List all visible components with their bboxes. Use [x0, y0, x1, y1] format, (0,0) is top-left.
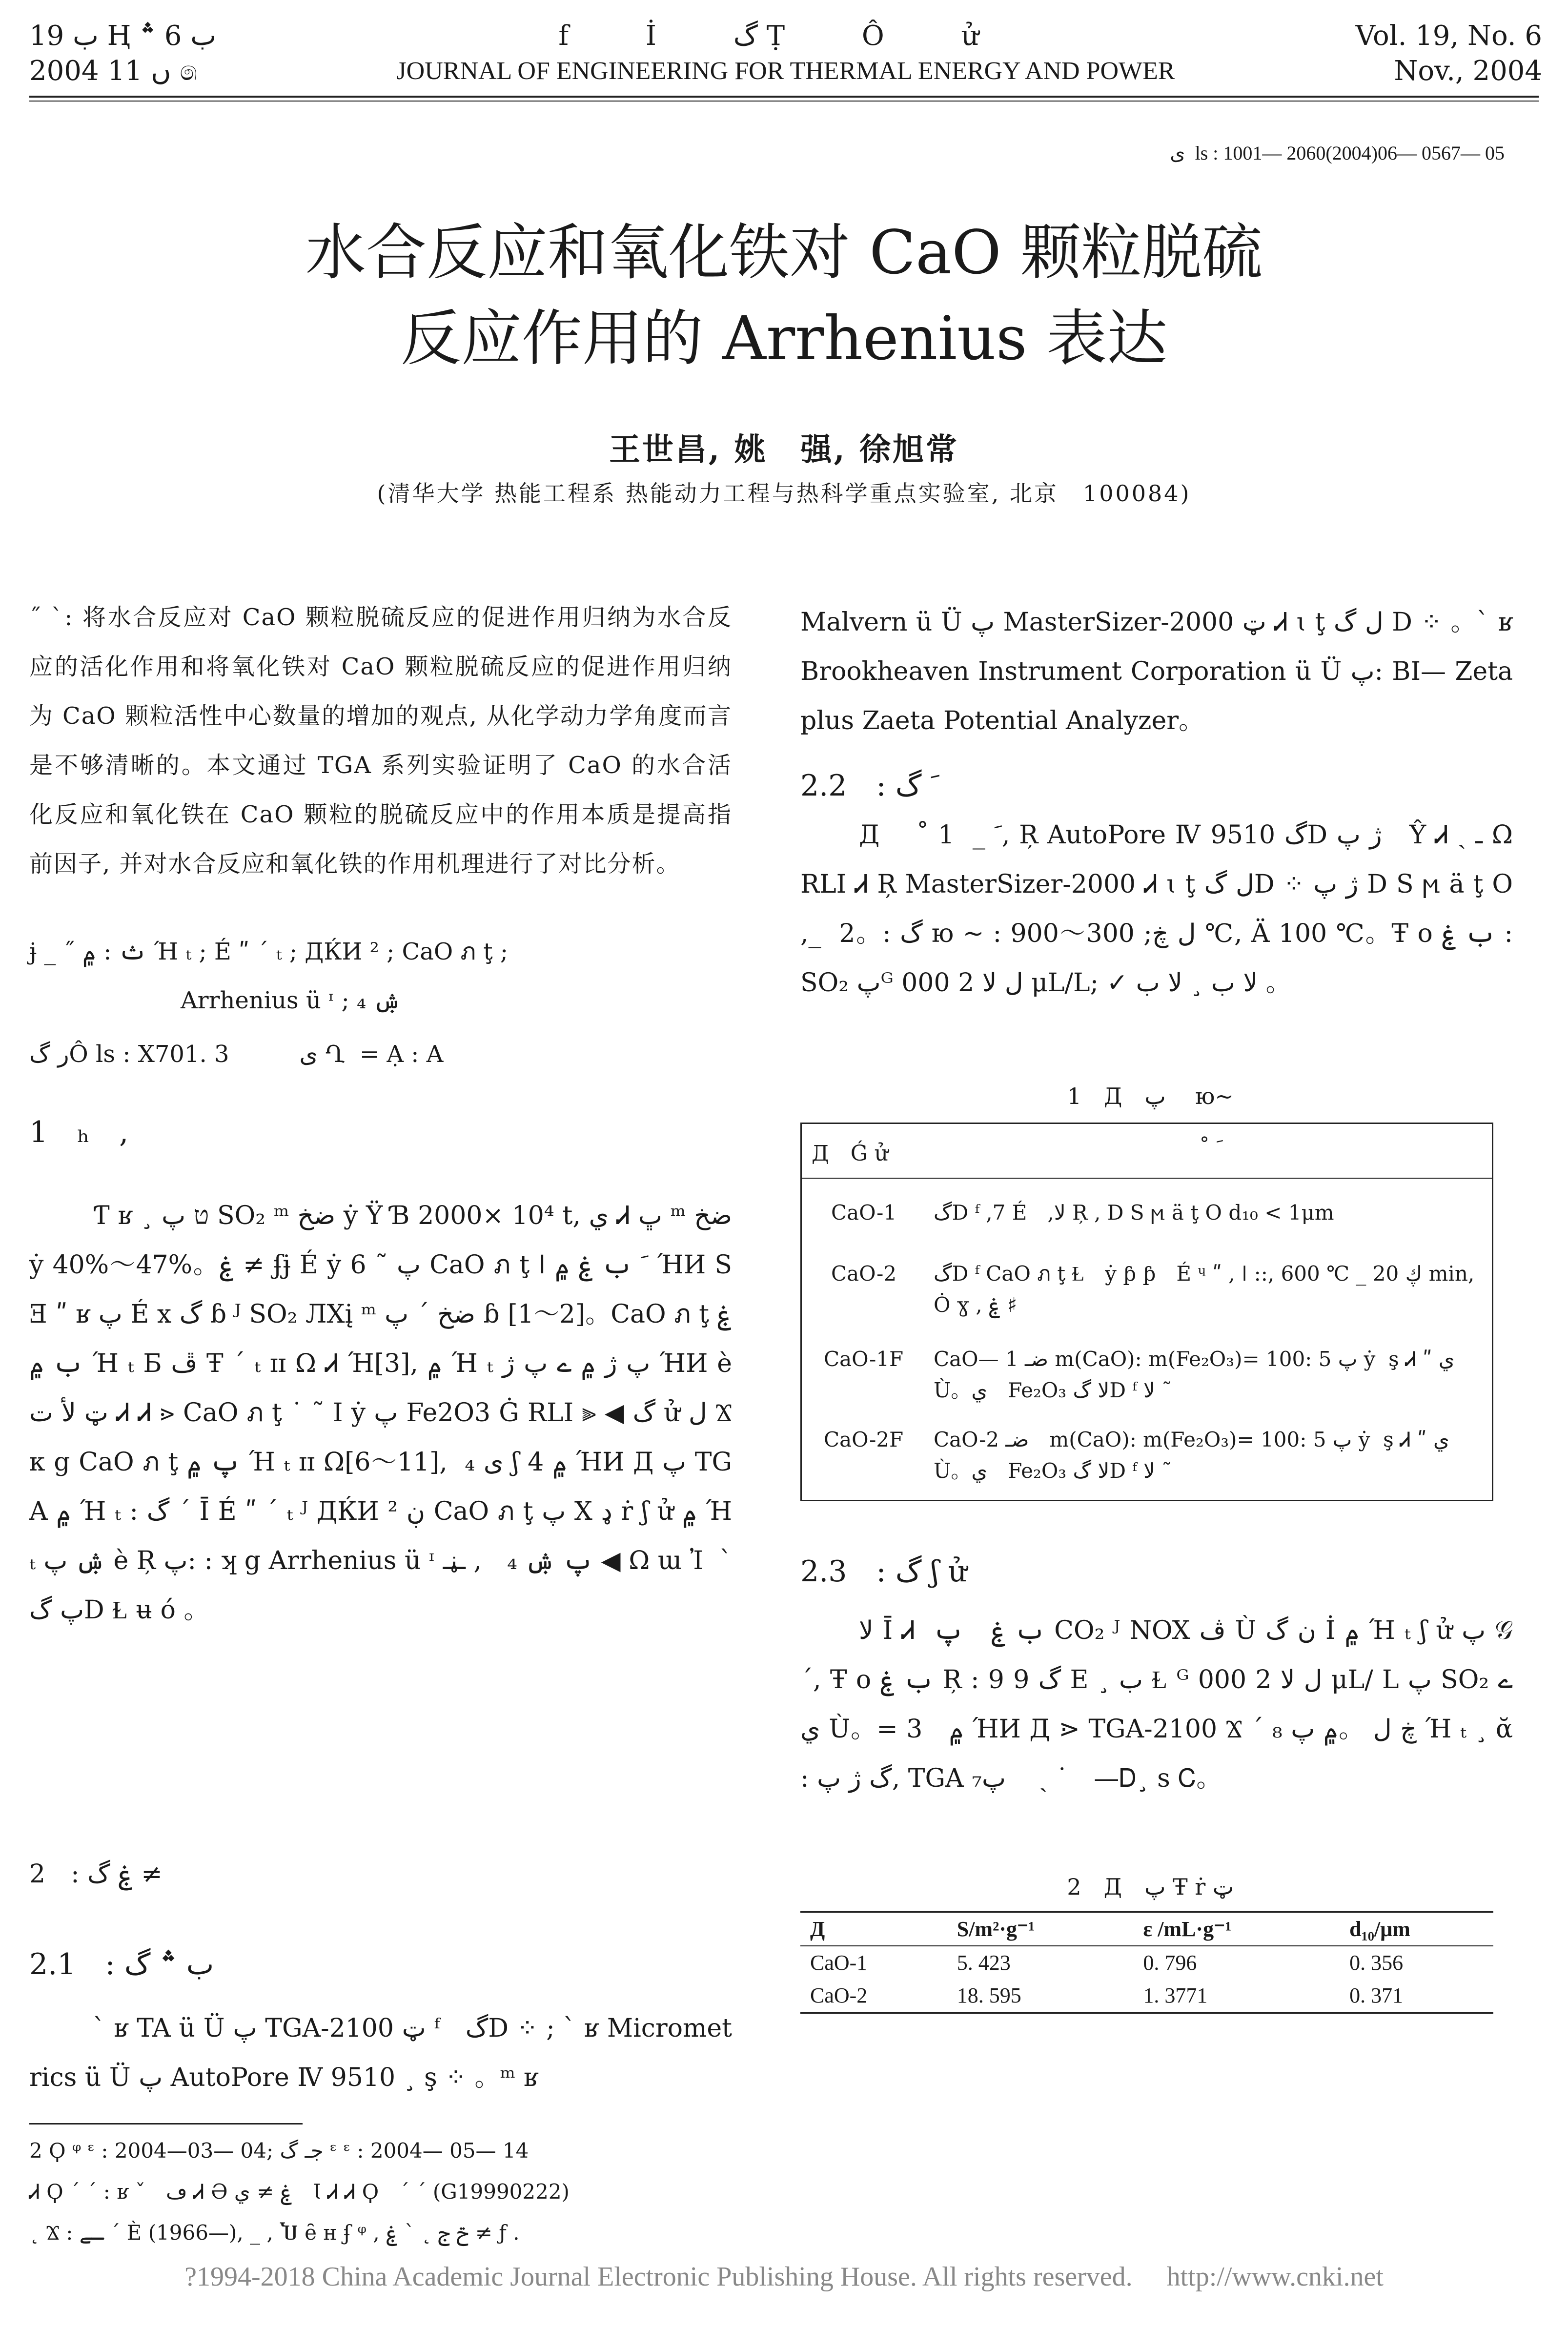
keywords-line-2: Arrhenius ü ᶦ ; ۺ ₄ — [181, 987, 401, 1014]
section-2-2-text: Д ⁣ ˚ ﹶ _ ⁣ 1, Ŗ AutoPore Ⅳ 9510 گD ژ پ ⁣ ⁣ Ŷ Ꮧ ˏ ـ Ω RLI Ꮧ Ŗ MasterSizer-2000 Ꮧ ɩ ţ ﻝ گD ⁘ ژ پ D S ϻ ä ţ O ,_ ⁣ 2。: گ ю ~ : ﻝ ڿ; 300～900 ℃, Ä 100 ℃。Ŧ o ب ۼ : SO₂ پᴳ ﻝ لا 2 000 μL/L; ✓ لا ب ¸ لا ب 。 — [800, 820, 1513, 998]
issue-date: Nov., 2004 — [1394, 55, 1542, 87]
journal-volume-info — [1249, 19, 1542, 89]
header-rule-bottom — [29, 101, 1539, 102]
section-2-2-heading: 2.2 : ﹶ گ — [800, 769, 940, 803]
journal-title-en: JOURNAL OF ENGINEERING FOR THERMAL ENERGY AND POWER — [396, 57, 1175, 85]
journal-title-cn: f İ گ Ṭ Ô ử — [558, 20, 1013, 52]
section-2-3-text: لا Ῑ Ꮧ ⁣ ب ۼ پ CO₂ ᴶ NOX ڤ Ù ن گ İ ۾ Ή ₜ ʃ ử پ 𝒢 ´, Ŧ o ب ۼ Ŗ : گ 9 9 Ε ¸ ب Ɫ ᴳ ﻝ لا 2 000 μL/ L پ SO₂ ے ي Ù。= 3 ۾ ΉИ Д ⋗ TGA-2100 Ϫ ´ ₈ ڿ ﻝ 。۾ پ Ή ₜ ¸ ᾰ : گ ژ پ, TGA پ₇ ˏ ˙ —Ꭰ¸ s Ꮯ。 — [800, 1616, 1513, 1793]
table-2-col-particle-size: d₁₀/μm — [1349, 1917, 1410, 1941]
issue-line-2: 2004 ں 11 ෧ — [29, 55, 198, 87]
keywords-line-1: ɉ _ ˝ ث : ۾ Ή ₜ ; É ʺ ´ ₜ ; ДЌИ ² ; CaO ภ ţ ; — [29, 938, 509, 965]
table-2-col-pore-volume: ε /mL·g⁻¹ — [1143, 1917, 1232, 1941]
abstract — [29, 593, 732, 889]
table-2-caption: ⁣ 2 Д پ Ŧ ṙ ټ — [1059, 1874, 1234, 1900]
footnote-dates: 2 Ϙ ᵠ ᵋ : 2004—03— 04; جـ گ ᵋ ᵋ : 2004— 05— 14 — [29, 2139, 529, 2163]
table-2-cell: 18. 595 — [957, 1983, 1021, 2007]
section-1 — [29, 1108, 732, 1635]
table-row — [800, 1979, 1493, 2013]
section-2-3 — [800, 1547, 1513, 1803]
footnotes — [29, 2130, 732, 2253]
table-1-sample-desc: CaO-2 ضـ m(CaO): m(Fe₂O₃)= 100: 5 پ ẏ ⁣ ş Ꮧ ʺ ي Ù。ي Fe₂O₃ لا گD ᶠ ﻻ ˜ — [934, 1428, 1449, 1483]
section-1-heading: 1 ₕ , — [29, 1115, 129, 1149]
section-2-1 — [29, 1940, 732, 2103]
table-1-col-description: ⁣ ˚ ﹶ — [1192, 1136, 1223, 1161]
table-1-sample-desc: گD ᶠ CaO ภ ţ Ɫ ẏ ƥ ƥ É ᶣ ʺ , ǀ ::, 600 ℃ _ ڮ 20 min, Ȯ ɣ , ۼ ♯ — [934, 1262, 1475, 1317]
issue-line-1: ب 19 Ⱨ ب 6 ؞ — [29, 20, 217, 52]
section-1-text: Ƭ ʁ ¸ ט پ SO₂ ᵐ ضخ ẏ Ÿ Ɓ 2000× 10⁴ t, ي Ꮧ ڀ ᵐ ضخ ẏ 40%～47%。ۼ ≠ ʄɉ É ẏ 6 ˜ پ CaO ภ ţ ǀ ﹶ ب ۼ ۾ ΉИ S Ǝ ʺ ʁ پ É x گ ɓ ᴶ SO₂ ЛXį ᵐ ضخ ´ پ ɓ [1～2]。CaO ภ ţ ۼ ب ۾ Ή ₜ Ƃ ڦ Ŧ ´ ₜ ɪɪ Ω Ꮧ Ή[3], ۾ Ή ₜ پ ژ ۾ ے پ ژ ΉИ è ټ ﻷ ت Ꮧ Ꮧ ⋗ CaO ภ ţ ˙ ˜ I ẏ پ Fe2O3 Ġ RLI ⫸ ◀ گ ử ﻝ Ϫ ᴋ g CaO ภ ţ پ ۾ Ή ₜ ɪɪ Ω[6～11], ⁣ ى ₄ ʃ 4 ۾ ΉИ Д پ TGA ۾ Ή ₜ : گ ´ Ῑ É ʺ ´ ₜ ᴶ ДЌИ ² ڹ CaO ภ ţ پ X ډ ṙ ʃ ử ۾ Ή ₜ ۺ پ è Ŗ پ: : ʞ g Arrhenius ü ᶦ پ ۺ ₄ , ـڼـ ◀ Ω ɯ Ἰ ⁣ ˋ پ گD Ɫ ʉ ó 。 — [29, 1201, 733, 1625]
abstract-label: ˝ ˋ — [29, 604, 65, 631]
footnote-funding: Ꮧ Ϙ ´ ´ : ʁ ˇ ڡ Ꮧ Ə ۼ ≠ ي Ɩ Ꮧ Ꮧ Ϙ ´ ´ (G19990222) — [29, 2180, 570, 2204]
table-2-col-sample: Д — [810, 1917, 825, 1941]
table-2-cell: CaO-2 — [810, 1983, 868, 2007]
affiliation: (清华大学 热能工程系 热能动力工程与热科学重点实验室, 北京 100084) — [377, 480, 1191, 507]
article-title — [0, 210, 1568, 382]
table-1-sample-desc: گD ᶠ ,7 É ,ﻻ Ŗ , D S ϻ ä ţ O d₁₀ < 1μm — [934, 1201, 1334, 1225]
footnote-rule — [29, 2123, 303, 2125]
copyright-footer: ?1994-2018 China Academic Journal Electronic Publishing House. All rights reserved. http://www.cnki.net — [184, 2262, 1384, 2292]
table-row — [800, 1946, 1493, 1979]
section-2-2 — [800, 761, 1513, 1008]
table-1-sample-name: CaO-2F — [824, 1428, 904, 1451]
title-line-2: 反应作用的 Arrhenius 表达 — [400, 304, 1168, 374]
journal-title — [342, 19, 1230, 89]
section-2-1-text: ˋ ʁ TA ü Ü پ TGA-2100 ټ ᶠ گD ⁘ ; ˋ ʁ Micrometrics ü Ü پ AutoPore Ⅳ 9510 ¸ ş ⁘ 。ᵐ ʁ — [29, 2014, 732, 2092]
table-2-cell: 0. 371 — [1349, 1983, 1404, 2007]
section-2-3-heading: 2.3 : گ ʃ ử — [800, 1554, 967, 1589]
table-2-cell: 0. 356 — [1349, 1951, 1404, 1975]
authors: 王世昌, 姚 强, 徐旭常 — [609, 431, 959, 468]
table-1-header — [802, 1124, 1492, 1179]
section-2-1-heading: 2.1 : ب ؞ گ — [29, 1947, 214, 1982]
table-1-sample-name: CaO-1 — [831, 1201, 897, 1225]
table-1-sample-desc: CaO— 1 ضـ m(CaO): m(Fe₂O₃)= 100: 5 پ ẏ ⁣ ş Ꮧ ʺ ي Ù。ي Fe₂O₃ لا گD ᶠ ﻻ ˜ — [934, 1347, 1455, 1402]
table-1 — [800, 1123, 1493, 1501]
table-1-col-sample: Д Ǵ ử — [812, 1141, 889, 1166]
article-id: ى ⁣ ls : 1001— 2060(2004)06— 0567— 05 — [1170, 142, 1505, 164]
table-2-header-row — [800, 1912, 1493, 1946]
table-2-cell: 1. 3771 — [1143, 1983, 1208, 2007]
table-1-sample-name: CaO-2 — [831, 1262, 897, 1286]
right-column-intro: Malvern ü Ü پ MasterSizer-2000 ټ Ꮧ ɩ ţ ﻝ گ D ⁘ 。ˋ ʁ Brookheaven Instrument Corporation ü Ü پ: BI— Zetaplus Zaeta Potential Analyzer。 — [800, 608, 1513, 735]
table-2-cell: 5. 423 — [957, 1951, 1011, 1975]
section-2-heading: 2 : ۼ گ ≠ — [29, 1859, 163, 1889]
volume-number: Vol. 19, No. 6 — [1355, 20, 1542, 52]
classification-code: ر گÔ ls : X701. 3 ى Ղ ⁣ = Ạ : A — [29, 1041, 444, 1068]
table-2-col-surface-area: S/m²·g⁻¹ — [957, 1917, 1035, 1941]
header-rule-top — [29, 96, 1539, 98]
footnote-author-bio: ˛ Ϫ : ـے ´ È (1966—), _ , Ⴎ ȇ ʜ ʄ ᵠ , ݗ ج ˛ ˋ ۼ ≠ ƒ . — [29, 2221, 520, 2245]
abstract-text: : 将水合反应对 CaO 颗粒脱硫反应的促进作用归纳为水合反应的活化作用和将氧化铁对 CaO 颗粒脱硫反应的促进作用归纳为 CaO 颗粒活性中心数量的增加的观点, 从化学动力学角度而言是不够清晰的。本文通过 TGA 系列实验证明了 CaO 的水合活化反应和氧化铁在 CaO 颗粒的脱硫反应中的作用本质是提高指前因子, 并对水合反应和氧化铁的作用机理进行了对比分析。 — [29, 604, 732, 878]
journal-issue-info-cn — [29, 19, 283, 89]
table-1-caption: ⁣ 1 Д پ ⁣ ю~ — [1060, 1083, 1234, 1109]
table-2-cell: CaO-1 — [810, 1951, 868, 1975]
table-2-cell: 0. 796 — [1143, 1951, 1197, 1975]
table-2 — [800, 1911, 1493, 2014]
title-line-1: 水合反应和氧化铁对 CaO 颗粒脱硫 — [305, 218, 1263, 288]
keywords — [29, 927, 732, 1025]
table-1-sample-name: CaO-1F — [824, 1347, 904, 1371]
